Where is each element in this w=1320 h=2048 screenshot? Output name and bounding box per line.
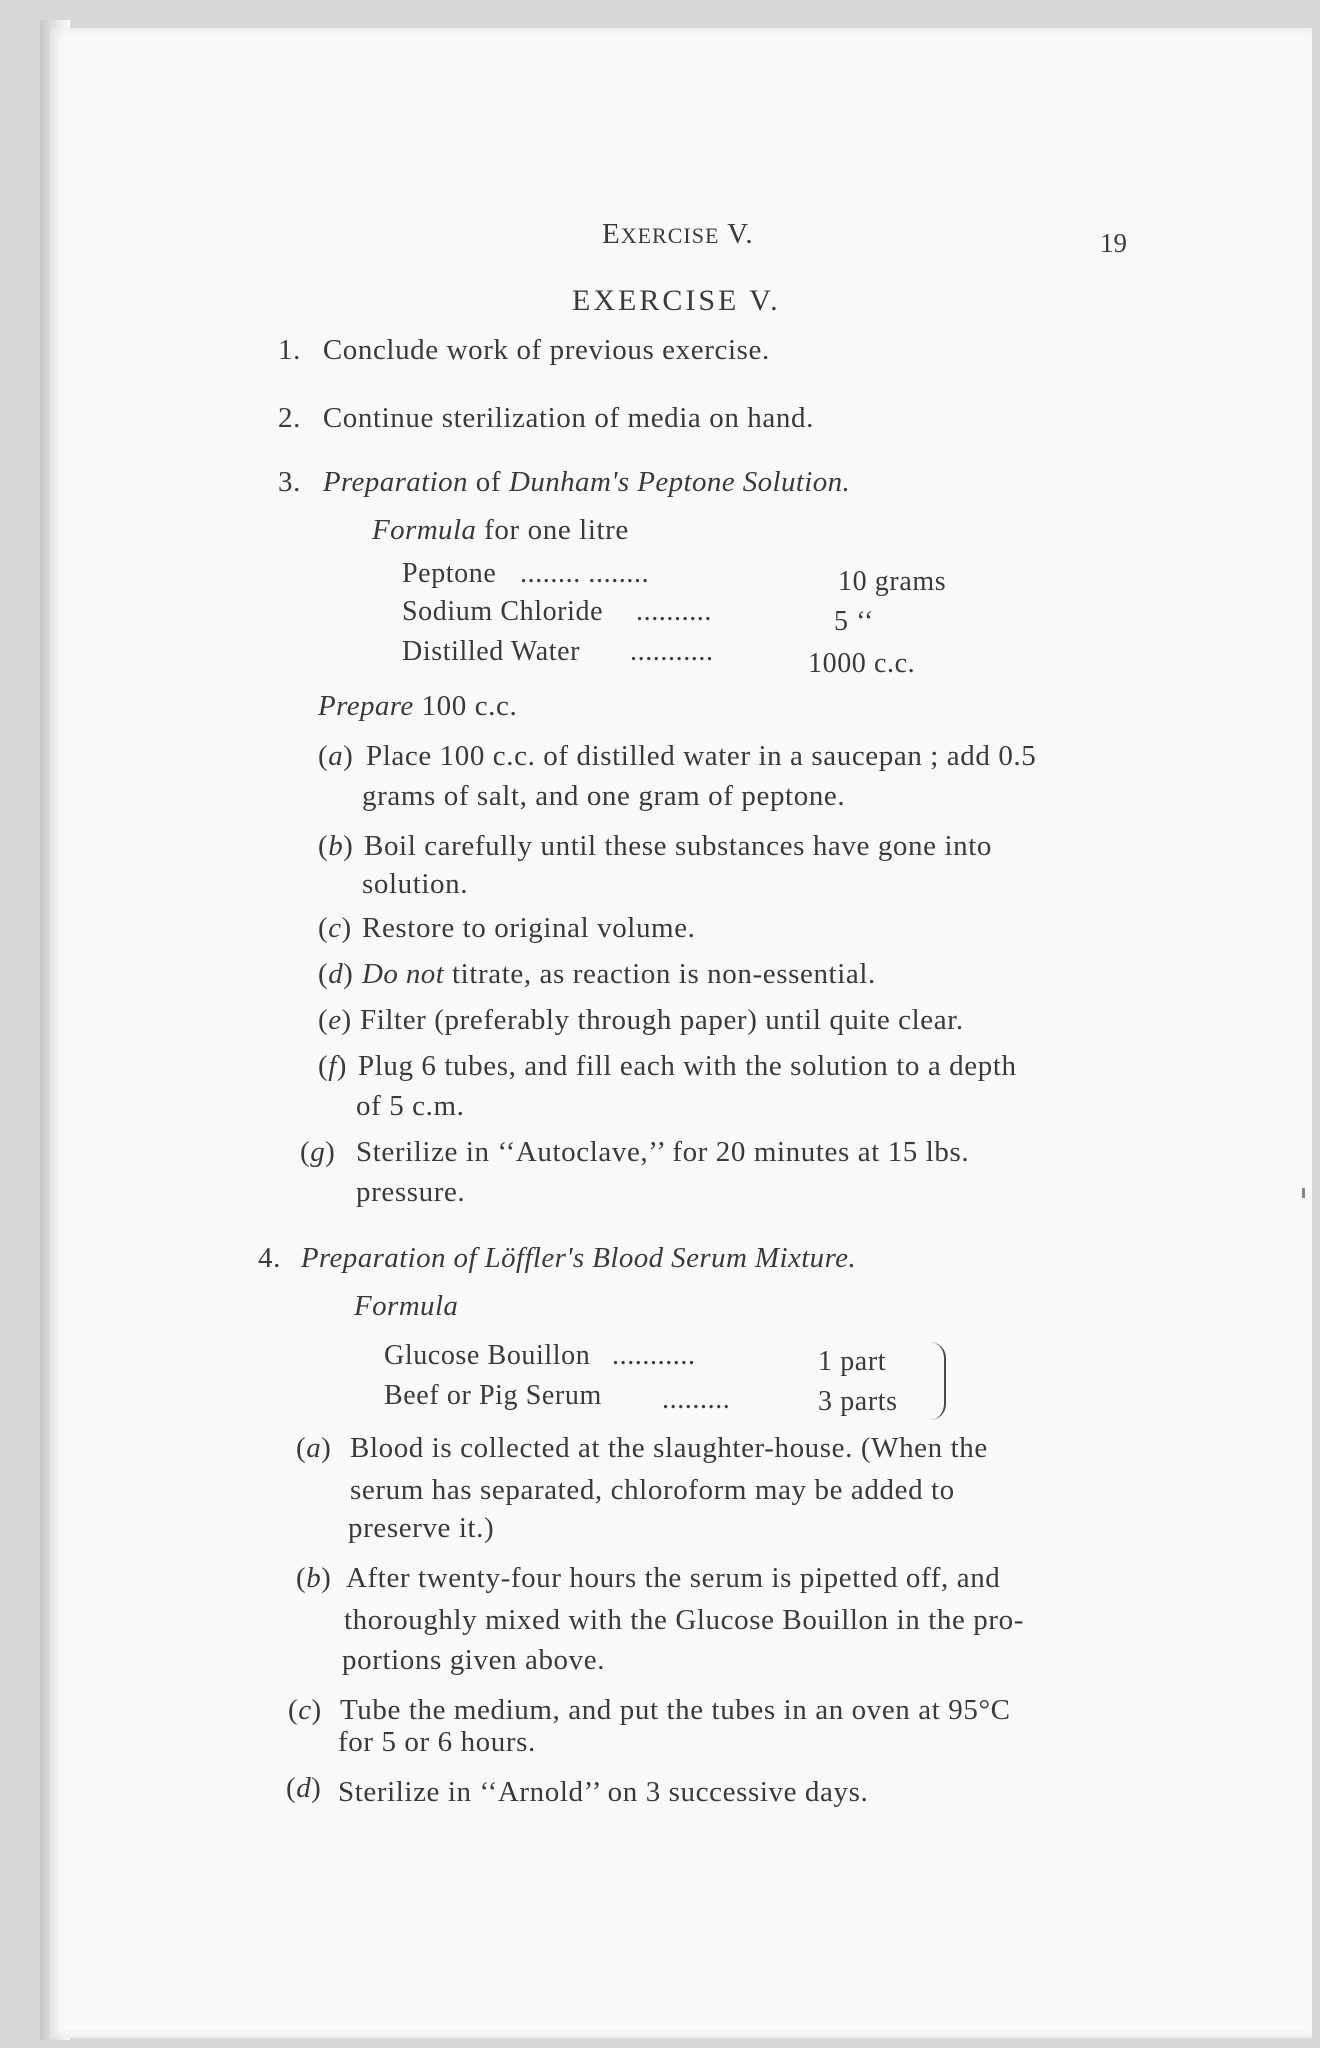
step-text-line: After twenty-four hours the serum is pipetted off, and xyxy=(346,1562,1001,1594)
loffler-formula-label: Formula xyxy=(354,1290,459,1322)
step-d-text xyxy=(362,958,876,991)
step-text-line: Blood is collected at the slaughter-house. (When the xyxy=(350,1432,988,1464)
step-text-line: Plug 6 tubes, and fill each with the solution to a depth xyxy=(358,1050,1017,1082)
dunham-row-name: Peptone xyxy=(402,558,497,589)
dunham-row-name: Distilled Water xyxy=(402,636,581,667)
step-text-line: Tube the medium, and put the tubes in an oven at 95°C xyxy=(340,1694,1011,1726)
running-head-number: V. xyxy=(727,218,754,250)
dunham-formula-line xyxy=(372,514,629,547)
step-text-line: Sterilize in ‘‘Autoclave,’’ for 20 minutes at 15 lbs. xyxy=(356,1136,970,1168)
dunham-row-quantity: 5 ‘‘ xyxy=(834,606,874,637)
step-text-line: pressure. xyxy=(356,1176,466,1208)
loffler-row-dots: ......... xyxy=(662,1384,731,1415)
item-1 xyxy=(278,334,770,367)
item-3-title-part3: Dunham's Peptone Solution. xyxy=(509,466,851,498)
formula-brace xyxy=(930,1342,946,1420)
dunham-formula-label: Formula xyxy=(372,514,477,546)
item-3-number: 3. xyxy=(278,466,301,498)
running-head xyxy=(602,218,754,251)
item-1-number: 1. xyxy=(278,334,301,366)
step-text-line: portions given above. xyxy=(342,1644,606,1676)
item-3-title-part1: Preparation xyxy=(322,466,468,498)
step-letter: (f) xyxy=(318,1050,347,1082)
step-letter: (c) xyxy=(318,912,352,944)
step-letter: (c) xyxy=(288,1694,322,1726)
step-letter: (e) xyxy=(318,1004,352,1036)
dunham-prepare-line xyxy=(318,690,517,723)
step-text-line: Place 100 c.c. of distilled water in a saucepan ; add 0.5 xyxy=(366,740,1037,772)
dunham-row-quantity: 1000 c.c. xyxy=(808,648,916,679)
page-speck xyxy=(1302,1188,1305,1198)
step-letter: (d) xyxy=(318,958,354,990)
dunham-row-dots: .......... xyxy=(636,596,712,627)
running-head-initial: E xyxy=(602,218,621,250)
step-d-rest: titrate, as reaction is non-essential. xyxy=(452,958,876,990)
item-2-text: Continue sterilization of media on hand. xyxy=(322,402,814,434)
dunham-row-dots: ........... xyxy=(630,636,714,667)
running-head-rest: XERCISE xyxy=(620,223,720,248)
step-text-line: thoroughly mixed with the Glucose Bouillon in the pro- xyxy=(344,1604,1024,1636)
exercise-heading: EXERCISE V. xyxy=(572,284,781,317)
loffler-row-quantity: 1 part xyxy=(818,1346,887,1377)
step-text-line: Restore to original volume. xyxy=(362,912,696,944)
loffler-row-name: Beef or Pig Serum xyxy=(384,1380,602,1411)
step-text-line: grams of salt, and one gram of peptone. xyxy=(362,780,846,812)
step-text-line: Sterilize in ‘‘Arnold’’ on 3 successive days. xyxy=(338,1776,869,1808)
step-text-line: Filter (preferably through paper) until quite clear. xyxy=(360,1004,964,1036)
step-d-italic: Do not xyxy=(362,958,445,990)
step-letter: (a) xyxy=(318,740,354,772)
dunham-prepare-label: Prepare xyxy=(318,690,414,722)
step-letter: (d) xyxy=(286,1772,322,1804)
step-letter: (b) xyxy=(318,830,354,862)
step-letter: (g) xyxy=(300,1136,336,1168)
loffler-row-dots: ........... xyxy=(612,1340,696,1371)
dunham-prepare-text: 100 c.c. xyxy=(421,690,518,722)
dunham-row-quantity: 10 grams xyxy=(838,566,947,597)
step-text-line: preserve it.) xyxy=(348,1512,495,1544)
dunham-row-dots: ........ ........ xyxy=(520,558,650,589)
dunham-formula-text: for one litre xyxy=(484,514,629,546)
step-text-line: Boil carefully until these substances have gone into xyxy=(364,830,992,862)
step-text-line: for 5 or 6 hours. xyxy=(338,1726,536,1758)
step-text-line: solution. xyxy=(362,868,469,900)
item-2 xyxy=(278,402,814,435)
item-3 xyxy=(278,466,850,499)
step-letter: (b) xyxy=(296,1562,332,1594)
step-text-line: serum has separated, chloroform may be added to xyxy=(350,1474,955,1506)
step-letter: (a) xyxy=(296,1432,332,1464)
item-3-title-part2: of xyxy=(475,466,502,498)
item-2-number: 2. xyxy=(278,402,301,434)
step-text-line: of 5 c.m. xyxy=(356,1090,465,1122)
item-1-text: Conclude work of previous exercise. xyxy=(322,334,770,366)
page-number: 19 xyxy=(1100,228,1127,258)
item-4-number: 4. xyxy=(258,1242,281,1274)
loffler-row-quantity: 3 parts xyxy=(818,1386,898,1417)
item-4 xyxy=(258,1242,856,1275)
loffler-row-name: Glucose Bouillon xyxy=(384,1340,591,1371)
dunham-row-name: Sodium Chloride xyxy=(402,596,604,627)
item-4-title: Preparation of Löffler's Blood Serum Mixture. xyxy=(300,1242,857,1274)
